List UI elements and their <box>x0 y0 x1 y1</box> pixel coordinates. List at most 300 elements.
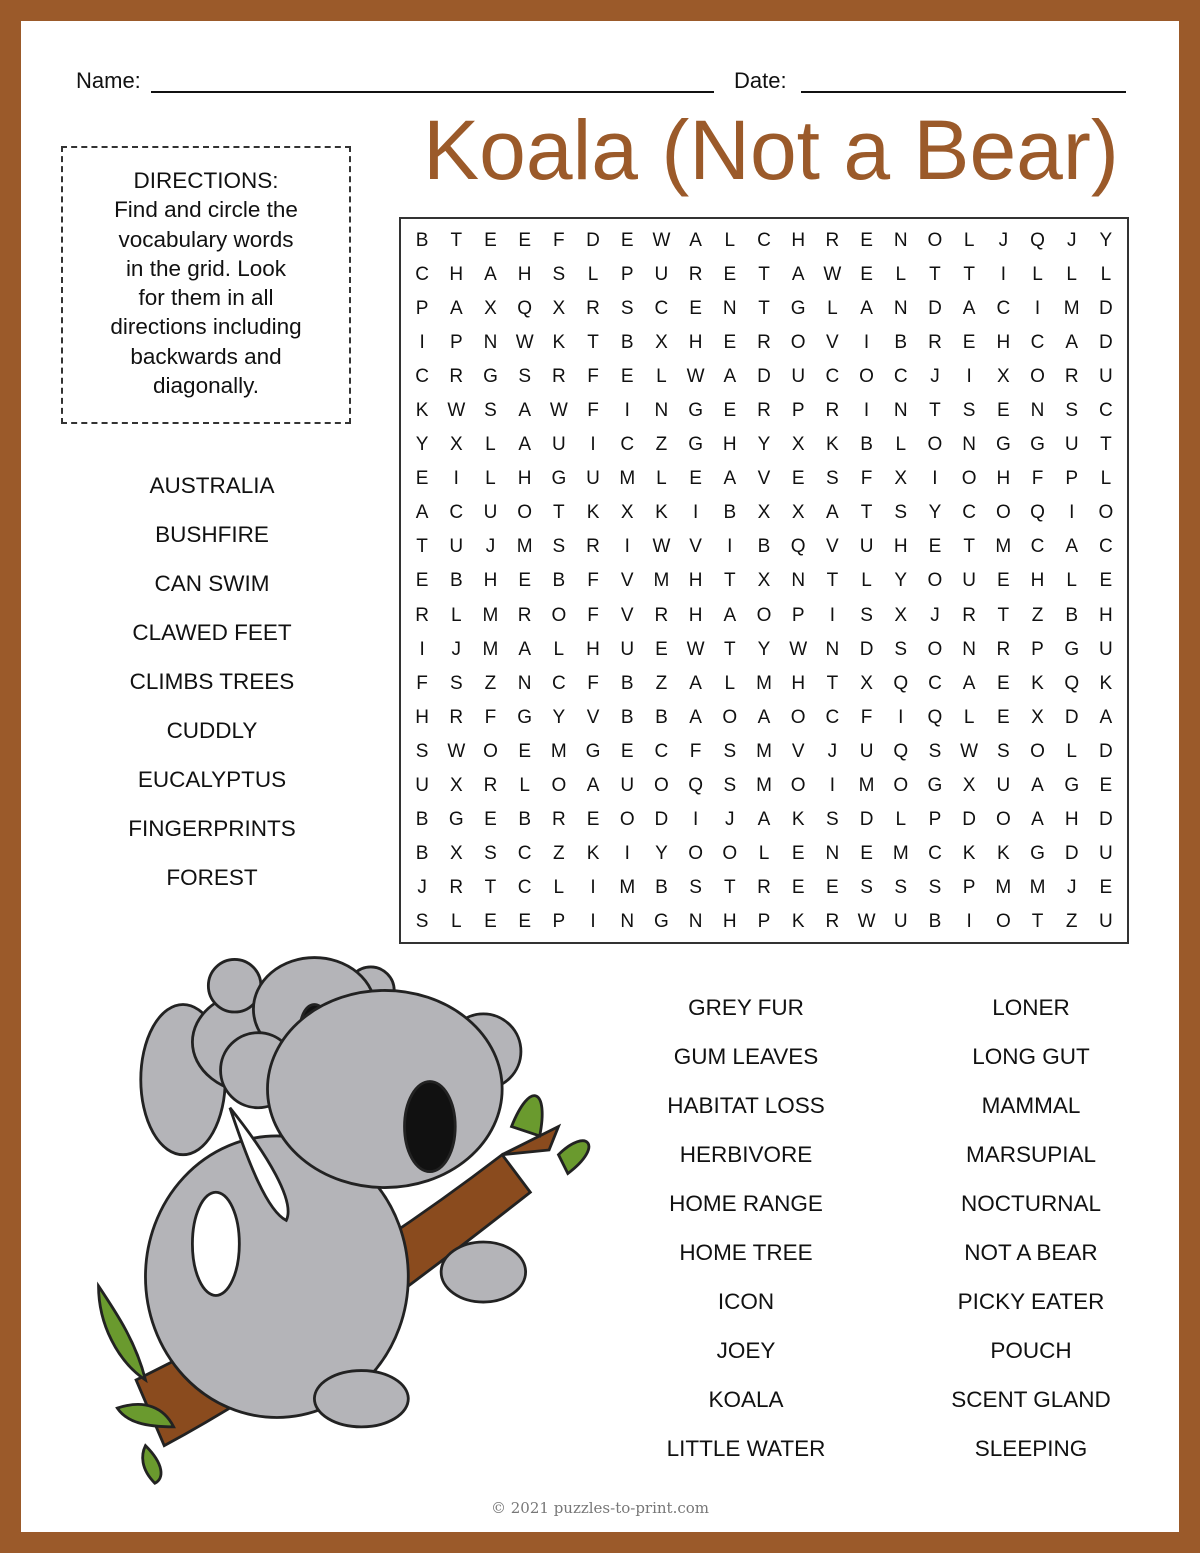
grid-letter[interactable]: P <box>449 331 463 353</box>
grid-letter[interactable]: Z <box>484 672 497 694</box>
grid-letter[interactable]: I <box>829 775 836 797</box>
grid-letter[interactable]: T <box>1031 911 1044 933</box>
grid-letter[interactable]: C <box>620 434 635 456</box>
grid-letter[interactable]: S <box>928 740 942 762</box>
grid-letter[interactable]: J <box>930 604 940 626</box>
grid-letter[interactable]: T <box>484 877 497 899</box>
grid-letter[interactable]: M <box>516 536 533 558</box>
grid-letter[interactable]: U <box>1099 638 1113 660</box>
grid-letter[interactable]: X <box>1031 706 1044 728</box>
grid-letter[interactable]: X <box>996 365 1010 387</box>
grid-letter[interactable]: Q <box>893 672 909 694</box>
grid-letter[interactable]: O <box>790 775 806 797</box>
grid-letter[interactable]: N <box>825 638 840 660</box>
grid-letter[interactable]: J <box>827 740 838 762</box>
grid-letter[interactable]: N <box>517 672 532 694</box>
grid-letter[interactable]: S <box>415 911 429 933</box>
grid-letter[interactable]: R <box>757 400 771 422</box>
grid-letter[interactable]: E <box>484 911 497 933</box>
grid-letter[interactable]: S <box>723 775 737 797</box>
grid-letter[interactable]: P <box>791 604 805 626</box>
grid-letter[interactable]: O <box>893 775 909 797</box>
grid-letter[interactable]: X <box>449 775 463 797</box>
grid-letter[interactable]: R <box>757 331 771 353</box>
grid-letter[interactable]: A <box>689 672 702 694</box>
grid-letter[interactable]: U <box>483 502 498 524</box>
grid-letter[interactable]: S <box>826 809 839 831</box>
grid-letter[interactable]: P <box>1031 638 1044 660</box>
grid-letter[interactable]: T <box>723 570 736 592</box>
grid-letter[interactable]: N <box>893 297 908 319</box>
grid-letter[interactable]: L <box>861 570 872 592</box>
grid-letter[interactable]: P <box>620 263 634 285</box>
grid-letter[interactable]: E <box>518 570 531 592</box>
grid-letter[interactable]: S <box>723 740 737 762</box>
grid-letter[interactable]: H <box>722 911 737 933</box>
grid-letter[interactable]: A <box>757 809 771 831</box>
grid-letter[interactable]: O <box>927 229 943 251</box>
grid-letter[interactable]: M <box>756 740 772 762</box>
grid-letter[interactable]: V <box>586 706 600 728</box>
grid-letter[interactable]: Y <box>1099 229 1113 251</box>
grid-letter[interactable]: L <box>553 638 565 660</box>
grid-letter[interactable]: H <box>893 536 908 558</box>
grid-letter[interactable]: B <box>620 331 634 353</box>
grid-letter[interactable]: R <box>586 536 600 558</box>
grid-letter[interactable]: T <box>723 638 736 660</box>
grid-letter[interactable]: M <box>482 604 499 626</box>
grid-letter[interactable]: B <box>757 536 771 558</box>
grid-letter[interactable]: T <box>758 297 770 319</box>
grid-letter[interactable]: I <box>1000 263 1006 285</box>
grid-letter[interactable]: R <box>517 604 532 626</box>
grid-letter[interactable]: H <box>996 468 1011 490</box>
grid-letter[interactable]: E <box>791 877 805 899</box>
grid-letter[interactable]: H <box>688 604 703 626</box>
grid-letter[interactable]: O <box>790 331 806 353</box>
grid-letter[interactable]: H <box>996 331 1011 353</box>
grid-letter[interactable]: K <box>826 434 839 456</box>
grid-letter[interactable]: E <box>484 229 497 251</box>
grid-letter[interactable]: T <box>723 877 736 899</box>
grid-letter[interactable]: A <box>962 672 976 694</box>
grid-letter[interactable]: H <box>586 638 600 660</box>
grid-letter[interactable]: J <box>930 365 940 387</box>
grid-letter[interactable]: S <box>620 297 634 319</box>
grid-letter[interactable]: R <box>825 229 840 251</box>
grid-letter[interactable]: Z <box>1031 604 1044 626</box>
grid-letter[interactable]: R <box>449 877 464 899</box>
grid-letter[interactable]: R <box>962 604 976 626</box>
grid-letter[interactable]: E <box>860 263 873 285</box>
grid-letter[interactable]: P <box>415 297 429 319</box>
grid-letter[interactable]: A <box>1065 536 1079 558</box>
grid-letter[interactable]: A <box>518 400 531 422</box>
grid-letter[interactable]: H <box>791 672 806 694</box>
grid-letter[interactable]: H <box>517 263 532 285</box>
grid-letter[interactable]: N <box>825 843 840 865</box>
grid-letter[interactable]: E <box>415 570 429 592</box>
grid-letter[interactable]: O <box>995 809 1011 831</box>
grid-letter[interactable]: X <box>620 502 634 524</box>
grid-letter[interactable]: A <box>518 638 531 660</box>
grid-letter[interactable]: T <box>826 672 839 694</box>
grid-letter[interactable]: W <box>549 400 568 422</box>
grid-letter[interactable]: L <box>1066 263 1077 285</box>
grid-letter[interactable]: S <box>996 740 1010 762</box>
grid-letter[interactable]: E <box>996 570 1010 592</box>
grid-letter[interactable]: G <box>688 400 703 422</box>
grid-letter[interactable]: W <box>686 638 705 660</box>
grid-letter[interactable]: I <box>590 911 596 933</box>
grid-letter[interactable]: B <box>620 706 634 728</box>
grid-letter[interactable]: M <box>1029 877 1046 899</box>
grid-letter[interactable]: L <box>1032 263 1043 285</box>
grid-letter[interactable]: E <box>1099 570 1113 592</box>
grid-letter[interactable]: F <box>587 604 599 626</box>
grid-letter[interactable]: F <box>689 740 702 762</box>
grid-letter[interactable]: N <box>791 570 806 592</box>
grid-letter[interactable]: U <box>654 263 669 285</box>
grid-letter[interactable]: S <box>552 536 566 558</box>
grid-letter[interactable]: O <box>619 809 635 831</box>
grid-letter[interactable]: O <box>551 775 567 797</box>
grid-letter[interactable]: P <box>757 911 771 933</box>
grid-letter[interactable]: A <box>791 263 805 285</box>
grid-letter[interactable]: C <box>449 502 464 524</box>
grid-letter[interactable]: P <box>1065 468 1079 490</box>
grid-letter[interactable]: L <box>895 809 907 831</box>
grid-letter[interactable]: L <box>1066 570 1077 592</box>
grid-letter[interactable]: K <box>791 911 805 933</box>
grid-letter[interactable]: C <box>1030 536 1045 558</box>
grid-letter[interactable]: A <box>689 229 702 251</box>
grid-letter[interactable]: M <box>892 843 909 865</box>
grid-letter[interactable]: R <box>688 263 703 285</box>
grid-letter[interactable]: I <box>727 536 733 558</box>
grid-letter[interactable]: D <box>1064 843 1079 865</box>
grid-letter[interactable]: C <box>415 365 429 387</box>
grid-letter[interactable]: A <box>723 365 737 387</box>
grid-letter[interactable]: K <box>962 843 976 865</box>
grid-letter[interactable]: B <box>449 570 463 592</box>
grid-letter[interactable]: B <box>415 843 429 865</box>
grid-letter[interactable]: N <box>483 331 498 353</box>
grid-letter[interactable]: T <box>963 536 975 558</box>
grid-letter[interactable]: L <box>485 468 496 490</box>
grid-letter[interactable]: V <box>689 536 702 558</box>
grid-letter[interactable]: W <box>515 331 534 353</box>
grid-letter[interactable]: A <box>1099 706 1113 728</box>
grid-letter[interactable]: W <box>686 365 705 387</box>
grid-letter[interactable]: O <box>1098 502 1114 524</box>
grid-letter[interactable]: S <box>518 365 531 387</box>
grid-letter[interactable]: R <box>551 809 566 831</box>
grid-letter[interactable]: C <box>757 229 771 251</box>
grid-letter[interactable]: E <box>484 809 497 831</box>
grid-letter[interactable]: N <box>962 434 976 456</box>
grid-letter[interactable]: U <box>620 775 635 797</box>
grid-letter[interactable]: P <box>928 809 942 831</box>
grid-letter[interactable]: H <box>1099 604 1113 626</box>
grid-letter[interactable]: X <box>449 434 463 456</box>
grid-letter[interactable]: I <box>898 706 904 728</box>
grid-letter[interactable]: D <box>859 638 874 660</box>
grid-letter[interactable]: T <box>860 502 873 524</box>
grid-letter[interactable]: E <box>518 740 531 762</box>
grid-letter[interactable]: G <box>585 740 601 762</box>
grid-letter[interactable]: B <box>620 672 634 694</box>
grid-letter[interactable]: D <box>654 809 669 831</box>
grid-letter[interactable]: G <box>448 809 464 831</box>
grid-letter[interactable]: I <box>966 911 972 933</box>
grid-letter[interactable]: L <box>485 434 496 456</box>
grid-letter[interactable]: O <box>483 740 498 762</box>
grid-letter[interactable]: D <box>928 297 942 319</box>
grid-letter[interactable]: X <box>757 502 771 524</box>
grid-letter[interactable]: F <box>587 400 599 422</box>
grid-letter[interactable]: L <box>1100 263 1112 285</box>
grid-letter[interactable]: W <box>960 740 979 762</box>
grid-letter[interactable]: W <box>652 229 671 251</box>
grid-letter[interactable]: X <box>894 468 908 490</box>
grid-letter[interactable]: L <box>827 297 838 319</box>
grid-letter[interactable]: N <box>620 911 635 933</box>
grid-letter[interactable]: L <box>963 706 975 728</box>
grid-letter[interactable]: F <box>587 570 599 592</box>
grid-letter[interactable]: S <box>552 263 566 285</box>
grid-letter[interactable]: F <box>587 672 599 694</box>
grid-letter[interactable]: O <box>722 843 738 865</box>
grid-letter[interactable]: J <box>1066 877 1077 899</box>
grid-letter[interactable]: E <box>723 331 737 353</box>
grid-letter[interactable]: B <box>928 911 942 933</box>
grid-letter[interactable]: M <box>756 775 772 797</box>
grid-letter[interactable]: Y <box>757 638 771 660</box>
grid-letter[interactable]: J <box>998 229 1009 251</box>
grid-letter[interactable]: E <box>723 400 737 422</box>
grid-letter[interactable]: X <box>552 297 566 319</box>
grid-letter[interactable]: E <box>620 365 634 387</box>
grid-letter[interactable]: F <box>553 229 565 251</box>
grid-letter[interactable]: M <box>619 468 636 490</box>
grid-letter[interactable]: S <box>894 638 908 660</box>
grid-letter[interactable]: L <box>724 229 736 251</box>
grid-letter[interactable]: A <box>1031 809 1044 831</box>
grid-letter[interactable]: H <box>1030 570 1045 592</box>
grid-letter[interactable]: D <box>757 365 771 387</box>
grid-letter[interactable]: X <box>791 434 805 456</box>
grid-letter[interactable]: I <box>624 843 630 865</box>
grid-letter[interactable]: O <box>790 706 806 728</box>
grid-letter[interactable]: K <box>1031 672 1044 694</box>
grid-letter[interactable]: O <box>995 502 1011 524</box>
grid-letter[interactable]: R <box>996 638 1011 660</box>
grid-letter[interactable]: I <box>1034 297 1041 319</box>
grid-letter[interactable]: C <box>1099 400 1113 422</box>
grid-letter[interactable]: E <box>791 468 805 490</box>
grid-letter[interactable]: O <box>551 604 567 626</box>
grid-letter[interactable]: N <box>962 638 976 660</box>
grid-letter[interactable]: D <box>1099 331 1113 353</box>
grid-letter[interactable]: S <box>860 604 873 626</box>
grid-letter[interactable]: B <box>552 570 566 592</box>
grid-letter[interactable]: C <box>415 263 429 285</box>
grid-letter[interactable]: O <box>722 706 738 728</box>
grid-letter[interactable]: M <box>858 775 875 797</box>
grid-letter[interactable]: W <box>447 740 466 762</box>
grid-letter[interactable]: C <box>962 502 976 524</box>
grid-letter[interactable]: U <box>791 365 806 387</box>
grid-letter[interactable]: U <box>1099 911 1113 933</box>
grid-letter[interactable]: A <box>1031 775 1044 797</box>
grid-letter[interactable]: Z <box>655 672 668 694</box>
grid-letter[interactable]: V <box>791 740 805 762</box>
grid-letter[interactable]: O <box>859 365 874 387</box>
grid-letter[interactable]: D <box>1099 297 1113 319</box>
grid-letter[interactable]: B <box>894 331 908 353</box>
grid-letter[interactable]: E <box>586 809 600 831</box>
grid-letter[interactable]: Z <box>1065 911 1078 933</box>
grid-letter[interactable]: Q <box>893 740 909 762</box>
grid-letter[interactable]: L <box>724 672 736 694</box>
grid-letter[interactable]: A <box>723 468 737 490</box>
grid-letter[interactable]: H <box>483 570 498 592</box>
grid-letter[interactable]: E <box>620 740 634 762</box>
grid-letter[interactable]: E <box>860 229 873 251</box>
grid-letter[interactable]: L <box>450 604 462 626</box>
grid-letter[interactable]: A <box>723 604 737 626</box>
grid-letter[interactable]: T <box>587 331 599 353</box>
grid-letter[interactable]: U <box>996 775 1011 797</box>
grid-letter[interactable]: M <box>995 877 1012 899</box>
grid-letter[interactable]: M <box>550 740 567 762</box>
grid-letter[interactable]: L <box>656 365 667 387</box>
grid-letter[interactable]: L <box>1066 740 1077 762</box>
grid-letter[interactable]: O <box>927 570 943 592</box>
grid-letter[interactable]: C <box>928 843 942 865</box>
grid-letter[interactable]: D <box>1064 706 1079 728</box>
grid-letter[interactable]: E <box>996 672 1010 694</box>
grid-letter[interactable]: U <box>551 434 566 456</box>
grid-letter[interactable]: V <box>620 604 634 626</box>
grid-letter[interactable]: S <box>894 877 908 899</box>
grid-letter[interactable]: N <box>1030 400 1045 422</box>
grid-letter[interactable]: B <box>860 434 873 456</box>
grid-letter[interactable]: W <box>447 400 466 422</box>
grid-letter[interactable]: S <box>689 877 702 899</box>
grid-letter[interactable]: R <box>1064 365 1079 387</box>
grid-letter[interactable]: Y <box>928 502 942 524</box>
grid-letter[interactable]: U <box>1064 434 1079 456</box>
grid-letter[interactable]: O <box>654 775 669 797</box>
name-line[interactable] <box>151 91 714 93</box>
grid-letter[interactable]: U <box>586 468 600 490</box>
grid-letter[interactable]: Q <box>1030 502 1045 524</box>
grid-letter[interactable]: I <box>692 502 699 524</box>
grid-letter[interactable]: P <box>791 400 805 422</box>
grid-letter[interactable]: Q <box>790 536 806 558</box>
grid-letter[interactable]: J <box>725 809 735 831</box>
grid-letter[interactable]: L <box>758 843 770 865</box>
grid-letter[interactable]: G <box>1064 775 1080 797</box>
grid-letter[interactable]: L <box>895 263 907 285</box>
grid-letter[interactable]: G <box>1030 434 1045 456</box>
grid-letter[interactable]: S <box>826 468 839 490</box>
grid-letter[interactable]: B <box>655 706 668 728</box>
grid-letter[interactable]: H <box>688 331 703 353</box>
grid-letter[interactable]: S <box>484 400 497 422</box>
grid-letter[interactable]: B <box>415 229 429 251</box>
grid-letter[interactable]: X <box>894 604 908 626</box>
grid-letter[interactable]: T <box>963 263 975 285</box>
grid-letter[interactable]: F <box>416 672 428 694</box>
grid-letter[interactable]: T <box>1100 434 1112 456</box>
grid-letter[interactable]: P <box>962 877 976 899</box>
grid-letter[interactable]: J <box>1066 229 1077 251</box>
grid-letter[interactable]: S <box>962 400 976 422</box>
grid-letter[interactable]: U <box>859 536 874 558</box>
grid-letter[interactable]: I <box>966 365 972 387</box>
grid-letter[interactable]: C <box>825 365 840 387</box>
grid-letter[interactable]: X <box>757 570 771 592</box>
grid-letter[interactable]: E <box>1099 877 1113 899</box>
grid-letter[interactable]: L <box>519 775 530 797</box>
grid-letter[interactable]: C <box>517 843 532 865</box>
grid-letter[interactable]: F <box>587 365 599 387</box>
grid-letter[interactable]: M <box>653 570 670 592</box>
grid-letter[interactable]: G <box>995 434 1011 456</box>
grid-letter[interactable]: H <box>688 570 703 592</box>
grid-letter[interactable]: O <box>517 502 533 524</box>
grid-letter[interactable]: G <box>654 911 669 933</box>
grid-letter[interactable]: L <box>963 229 975 251</box>
grid-letter[interactable]: C <box>928 672 942 694</box>
grid-letter[interactable]: E <box>689 297 702 319</box>
grid-letter[interactable]: S <box>449 672 463 694</box>
grid-letter[interactable]: R <box>449 365 464 387</box>
grid-letter[interactable]: A <box>962 297 976 319</box>
grid-letter[interactable]: G <box>688 434 703 456</box>
grid-letter[interactable]: L <box>587 263 599 285</box>
grid-letter[interactable]: O <box>927 434 943 456</box>
grid-letter[interactable]: A <box>826 502 839 524</box>
grid-letter[interactable]: N <box>722 297 737 319</box>
grid-letter[interactable]: I <box>590 434 596 456</box>
grid-letter[interactable]: M <box>619 877 636 899</box>
grid-letter[interactable]: K <box>415 400 429 422</box>
grid-letter[interactable]: R <box>449 706 464 728</box>
grid-letter[interactable]: S <box>894 502 908 524</box>
grid-letter[interactable]: J <box>417 877 427 899</box>
grid-letter[interactable]: C <box>825 706 840 728</box>
grid-letter[interactable]: O <box>927 638 943 660</box>
grid-letter[interactable]: I <box>829 604 836 626</box>
grid-letter[interactable]: I <box>624 400 630 422</box>
grid-letter[interactable]: S <box>484 843 497 865</box>
grid-letter[interactable]: R <box>551 365 566 387</box>
grid-letter[interactable]: X <box>484 297 497 319</box>
grid-letter[interactable]: X <box>655 331 668 353</box>
grid-letter[interactable]: Y <box>757 434 771 456</box>
grid-letter[interactable]: E <box>996 400 1010 422</box>
grid-letter[interactable]: A <box>860 297 873 319</box>
grid-letter[interactable]: C <box>1030 331 1045 353</box>
grid-letter[interactable]: E <box>689 468 702 490</box>
grid-letter[interactable]: H <box>722 434 737 456</box>
grid-letter[interactable]: D <box>1099 740 1113 762</box>
grid-letter[interactable]: L <box>450 911 462 933</box>
